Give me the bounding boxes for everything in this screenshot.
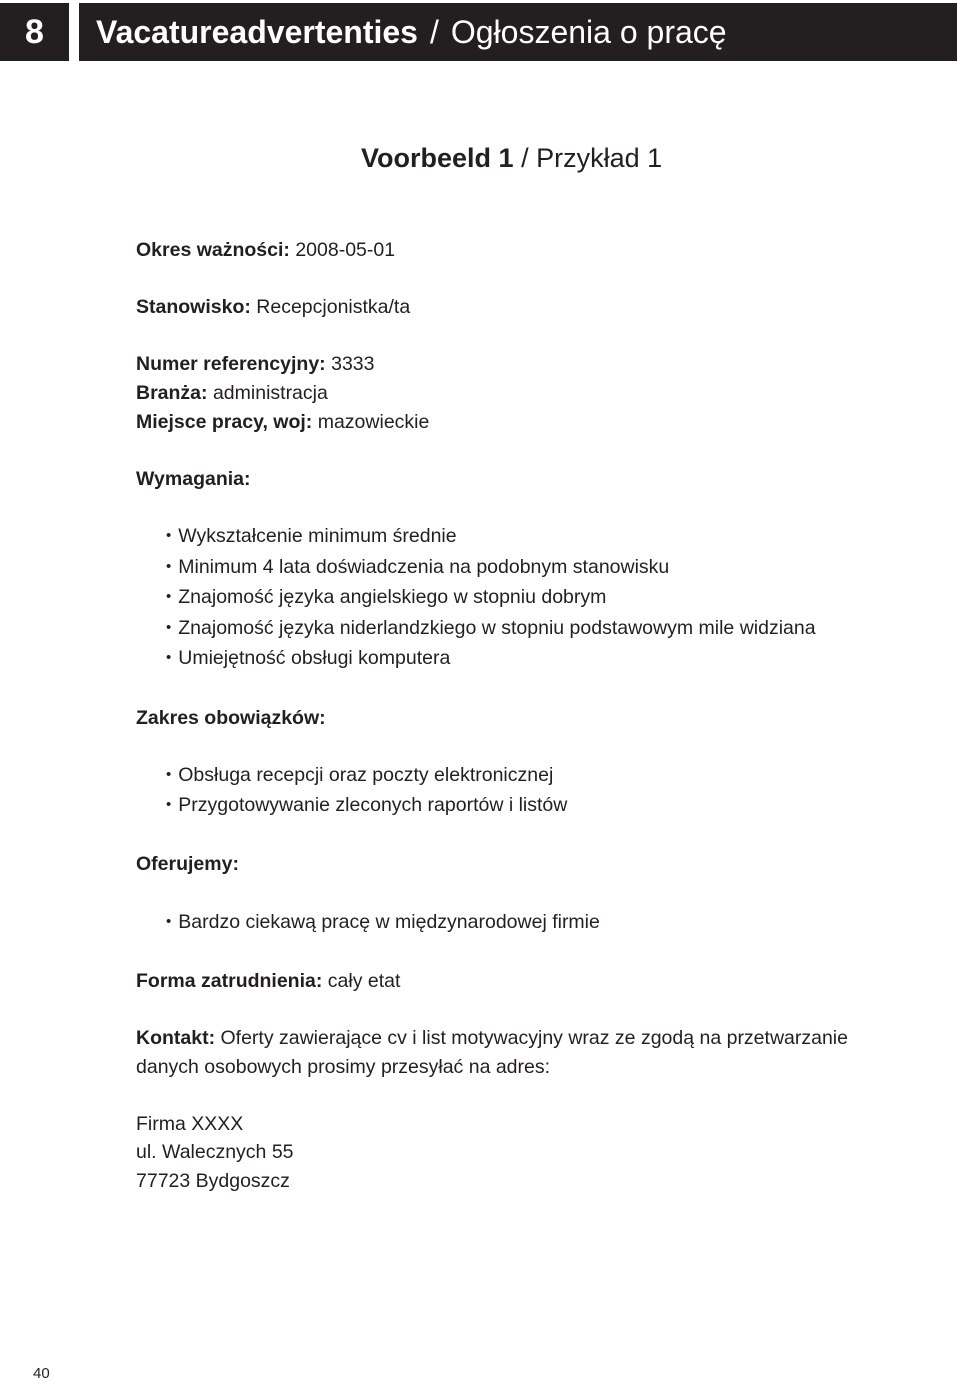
contact-label: Kontakt:: [136, 1027, 216, 1050]
position-label: Stanowisko:: [136, 296, 251, 319]
reference-field: [136, 350, 936, 379]
chapter-title-separator: /: [429, 14, 439, 50]
offer-list: [136, 908, 936, 939]
contact-line-2: danych osobowych prosimy przesyłać na adres:: [136, 1055, 551, 1078]
chapter-title-bar: [79, 3, 957, 61]
industry-value: administracja: [212, 381, 328, 404]
position-value: Recepcjonistka/ta: [256, 296, 411, 319]
page-number: 40: [33, 1365, 50, 1382]
chapter-title-pl: Ogłoszenia o pracę: [450, 14, 727, 50]
employment-label: Forma zatrudnienia:: [136, 969, 323, 992]
reference-label: Numer referencyjny:: [136, 353, 326, 376]
address-company: Firma XXXX: [136, 1112, 244, 1135]
job-ad-body: [136, 236, 936, 1196]
position-field: [136, 293, 936, 322]
requirement-item: • Znajomość języka niderlandzkiego w stopniu podstawowym mile widziana: [166, 614, 936, 645]
chapter-header: [0, 3, 960, 61]
chapter-title-nl: Vacatureadvertenties: [96, 14, 418, 50]
duties-heading: Zakres obowiązków:: [136, 706, 326, 729]
industry-field: [136, 379, 936, 408]
requirement-item: • Umiejętność obsługi komputera: [166, 644, 936, 675]
reference-value: 3333: [331, 353, 375, 376]
example-label-nl: Voorbeeld 1: [361, 143, 514, 173]
requirement-item: • Znajomość języka angielskiego w stopniu dobrym: [166, 583, 936, 614]
validity-label: Okres ważności:: [136, 239, 290, 261]
location-value: mazowieckie: [317, 410, 430, 433]
requirements-heading: Wymagania:: [136, 467, 251, 490]
address-city: 77723 Bydgoszcz: [136, 1170, 290, 1192]
offer-heading: Oferujemy:: [136, 853, 239, 876]
duty-item: • Obsługa recepcji oraz poczty elektronicznej: [166, 761, 936, 792]
employment-value: cały etat: [327, 969, 401, 992]
contact-field: [136, 1024, 936, 1053]
location-label: Miejsce pracy, woj:: [136, 410, 313, 433]
offer-item: • Bardzo ciekawą pracę w międzynarodowej firmie: [166, 908, 936, 939]
validity-value: 2008-05-01: [295, 239, 396, 261]
employment-field: [136, 967, 936, 996]
validity-field: [136, 236, 936, 265]
example-title: [361, 138, 662, 178]
duties-list: [136, 761, 936, 822]
requirement-item: • Minimum 4 lata doświadczenia na podobnym stanowisku: [166, 553, 936, 584]
address-street: ul. Walecznych 55: [136, 1141, 294, 1164]
example-separator: /: [521, 143, 529, 173]
requirement-item: • Wykształcenie minimum średnie: [166, 522, 936, 553]
contact-line-1: Oferty zawierające cv i list motywacyjny wraz ze zgodą na przetwarzanie: [220, 1027, 848, 1050]
chapter-number: 8: [0, 3, 69, 61]
duty-item: • Przygotowywanie zleconych raportów i listów: [166, 791, 936, 822]
location-field: [136, 408, 936, 437]
requirements-list: [136, 522, 936, 675]
industry-label: Branża:: [136, 381, 208, 404]
example-label-pl: Przykład 1: [536, 143, 663, 173]
